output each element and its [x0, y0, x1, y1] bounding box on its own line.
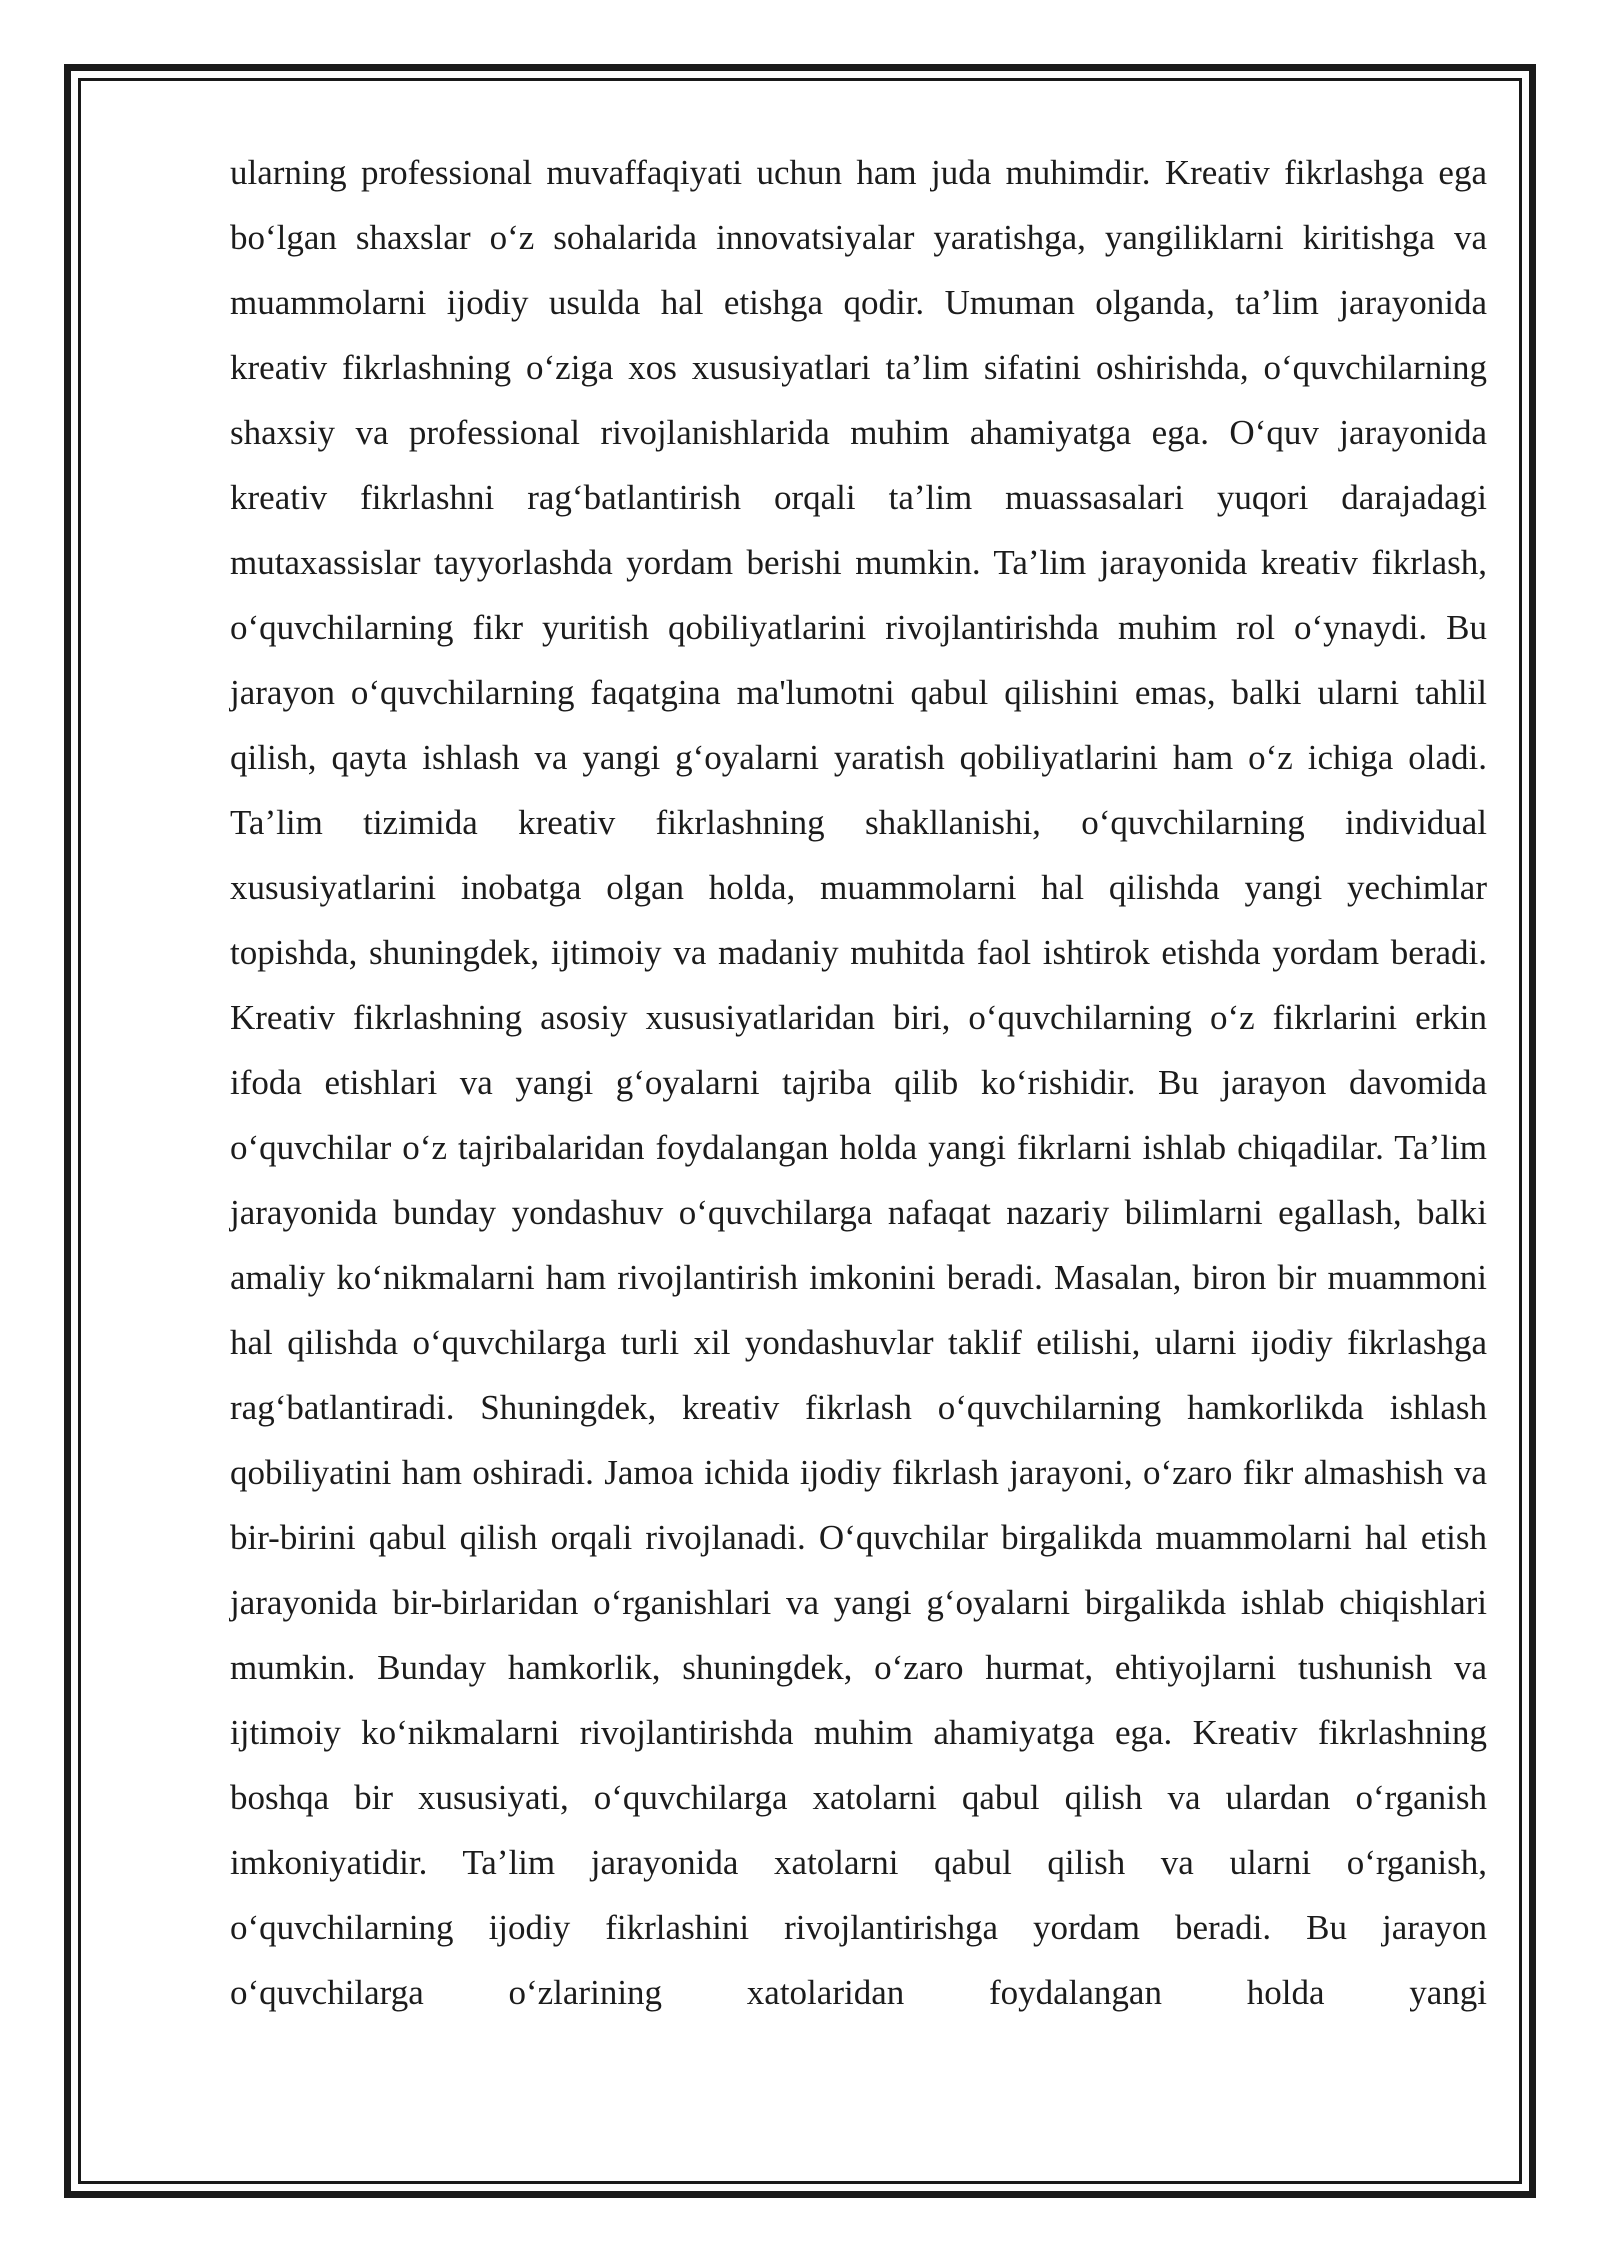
- body-paragraph: ularning professional muvaffaqiyati uchun ham juda muhimdir. Kreativ fikrlashga ega boʻlgan shaxslar oʻz sohalarida innovatsiyalar yaratishga, yangiliklarni kiritishga va muammolarni ijodiy usulda hal etishga qodir. Umuman olganda, taʼlim jarayonida kreativ fikrlashning oʻziga xos xususiyatlari taʼlim sifatini oshirishda, oʻquvchilarning shaxsiy va professional rivojlanishlarida muhim ahamiyatga ega. Oʻquv jarayonida kreativ fikrlashni ragʻbatlantirish orqali taʼlim muassasalari yuqori darajadagi mutaxassislar tayyorlashda yordam berishi mumkin. Taʼlim jarayonida kreativ fikrlash, oʻquvchilarning fikr yuritish qobiliyatlarini rivojlantirishda muhim rol oʻynaydi. Bu jarayon oʻquvchilarning faqatgina ma'lumotni qabul qilishini emas, balki ularni tahlil qilish, qayta ishlash va yangi gʻoyalarni yaratish qobiliyatlarini ham oʻz ichiga oladi. Taʼlim tizimida kreativ fikrlashning shakllanishi, oʻquvchilarning individual xususiyatlarini inobatga olgan holda, muammolarni hal qilishda yangi yechimlar topishda, shuningdek, ijtimoiy va madaniy muhitda faol ishtirok etishda yordam beradi. Kreativ fikrlashning asosiy xususiyatlaridan biri, oʻquvchilarning oʻz fikrlarini erkin ifoda etishlari va yangi gʻoyalarni tajriba qilib koʻrishidir. Bu jarayon davomida oʻquvchilar oʻz tajribalaridan foydalangan holda yangi fikrlarni ishlab chiqadilar. Taʼlim jarayonida bunday yondashuv oʻquvchilarga nafaqat nazariy bilimlarni egallash, balki amaliy koʻnikmalarni ham rivojlantirish imkonini beradi. Masalan, biron bir muammoni hal qilishda oʻquvchilarga turli xil yondashuvlar taklif etilishi, ularni ijodiy fikrlashga ragʻbatlantiradi. Shuningdek, kreativ fikrlash oʻquvchilarning hamkorlikda ishlash qobiliyatini ham oshiradi. Jamoa ichida ijodiy fikrlash jarayoni, oʻzaro fikr almashish va bir-birini qabul qilish orqali rivojlanadi. Oʻquvchilar birgalikda muammolarni hal etish jarayonida bir-birlaridan oʻrganishlari va yangi gʻoyalarni birgalikda ishlab chiqishlari mumkin. Bunday hamkorlik, shuningdek, oʻzaro hurmat, ehtiyojlarni tushunish va ijtimoiy koʻnikmalarni rivojlantirishda muhim ahamiyatga ega. Kreativ fikrlashning boshqa bir xususiyati, oʻquvchilarga xatolarni qabul qilish va ulardan oʻrganish imkoniyatidir. Taʼlim jarayonida xatolarni qabul qilish va ularni oʻrganish, oʻquvchilarning ijodiy fikrlashini rivojlantirishga yordam beradi. Bu jarayon oʻquvchilarga oʻzlarining xatolaridan foydalangan holda yangi: [230, 153, 1487, 2012]
